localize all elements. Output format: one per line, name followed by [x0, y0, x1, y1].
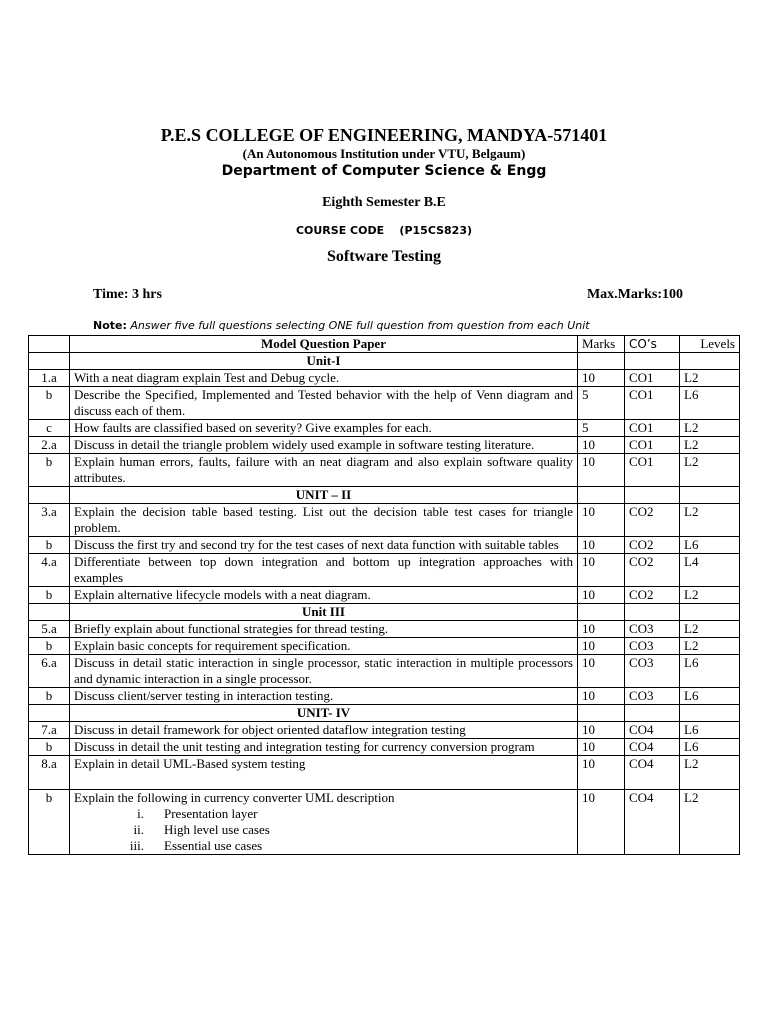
- q-level: L2: [680, 420, 740, 437]
- q-text: Briefly explain about functional strategies for thread testing.: [70, 621, 578, 638]
- q-marks: 5: [578, 420, 625, 437]
- q-marks: 10: [578, 504, 625, 537]
- q-number: b: [29, 537, 70, 554]
- table-row: [29, 437, 740, 454]
- table-row: [29, 739, 740, 756]
- unit-row: [29, 705, 740, 722]
- q-co: CO1: [625, 370, 680, 387]
- q-text: With a neat diagram explain Test and Debug cycle.: [70, 370, 578, 387]
- sub-item: [74, 838, 573, 854]
- unit-row: [29, 353, 740, 370]
- q-number: 3.a: [29, 504, 70, 537]
- sub-numeral: i.: [137, 806, 144, 821]
- q-number: 7.a: [29, 722, 70, 739]
- q-co: CO4: [625, 739, 680, 756]
- q-text: Discuss in detail the unit testing and integration testing for currency conversion program: [70, 739, 578, 756]
- q-level: L2: [680, 756, 740, 790]
- table-row: [29, 420, 740, 437]
- q-level: L2: [680, 370, 740, 387]
- q-co: CO1: [625, 437, 680, 454]
- col-levels: Levels: [680, 336, 740, 353]
- sub-text: High level use cases: [164, 822, 270, 837]
- table-header-row: [29, 336, 740, 353]
- q-level: L2: [680, 587, 740, 604]
- q-text: Explain in detail UML-Based system testing: [70, 756, 578, 790]
- table-row: [29, 756, 740, 790]
- table-row: [29, 638, 740, 655]
- instruction-note: [93, 319, 590, 332]
- q-text: Discuss in detail framework for object oriented dataflow integration testing: [70, 722, 578, 739]
- q-marks: 10: [578, 655, 625, 688]
- q-number: b: [29, 638, 70, 655]
- q-level: L6: [680, 722, 740, 739]
- q-marks: 10: [578, 722, 625, 739]
- table-row: [29, 621, 740, 638]
- q-co: CO3: [625, 655, 680, 688]
- q-level: L6: [680, 537, 740, 554]
- q-text: How faults are classified based on severity? Give examples for each.: [70, 420, 578, 437]
- table-row: [29, 454, 740, 487]
- sub-numeral: iii.: [129, 838, 144, 853]
- q-text: Explain human errors, faults, failure with an neat diagram and also explain software quality attributes.: [70, 454, 578, 487]
- q-number: 8.a: [29, 756, 70, 790]
- q-co: CO3: [625, 638, 680, 655]
- q-marks: 10: [578, 756, 625, 790]
- q-co: CO2: [625, 587, 680, 604]
- q-marks: 10: [578, 688, 625, 705]
- q-co: CO1: [625, 387, 680, 420]
- q-marks: 10: [578, 537, 625, 554]
- sub-numeral: ii.: [133, 822, 144, 837]
- q-level: L4: [680, 554, 740, 587]
- q-number: b: [29, 454, 70, 487]
- sub-text: Presentation layer: [164, 806, 258, 821]
- q-level: L2: [680, 638, 740, 655]
- unit-title: UNIT – II: [70, 487, 578, 504]
- q-text: Discuss in detail static interaction in single processor, static interaction in multiple processors and dynamic interaction in a single processor.: [70, 655, 578, 688]
- q-number: b: [29, 387, 70, 420]
- q-text-block: [70, 790, 578, 855]
- col-cos: CO’s: [625, 336, 680, 353]
- q-text: Discuss client/server testing in interaction testing.: [70, 688, 578, 705]
- q-level: L2: [680, 437, 740, 454]
- question-table: [28, 335, 740, 855]
- q-text: Discuss in detail the triangle problem widely used example in software testing literature.: [70, 437, 578, 454]
- q-number: b: [29, 739, 70, 756]
- q-marks: 10: [578, 554, 625, 587]
- note-label: Note:: [93, 319, 127, 332]
- unit-title: Unit-I: [70, 353, 578, 370]
- unit-title: Unit III: [70, 604, 578, 621]
- note-text: Answer five full questions selecting ONE full question from question from each Unit: [130, 319, 590, 332]
- q-text: Explain the following in currency converter UML description: [74, 790, 395, 805]
- q-co: CO4: [625, 790, 680, 855]
- unit-row: [29, 487, 740, 504]
- q-marks: 10: [578, 638, 625, 655]
- q-number: 2.a: [29, 437, 70, 454]
- table-title: Model Question Paper: [70, 336, 578, 353]
- q-level: L2: [680, 454, 740, 487]
- q-marks: 10: [578, 739, 625, 756]
- q-text: Describe the Specified, Implemented and Tested behavior with the help of Venn diagram and discuss each of them.: [70, 387, 578, 420]
- table-row: [29, 387, 740, 420]
- q-co: CO4: [625, 722, 680, 739]
- q-co: CO1: [625, 454, 680, 487]
- q-text: Explain the decision table based testing. List out the decision table test cases for triangle problem.: [70, 504, 578, 537]
- table-row: [29, 554, 740, 587]
- q-text: Explain basic concepts for requirement specification.: [70, 638, 578, 655]
- q-level: L6: [680, 739, 740, 756]
- table-row: [29, 790, 740, 855]
- table-row: [29, 655, 740, 688]
- department-name: Department of Computer Science & Engg: [221, 163, 547, 179]
- q-number: b: [29, 587, 70, 604]
- autonomous-line: (An Autonomous Institution under VTU, Belgaum): [242, 146, 526, 161]
- table-row: [29, 587, 740, 604]
- q-number: 6.a: [29, 655, 70, 688]
- table-row: [29, 537, 740, 554]
- max-marks: Max.Marks:100: [586, 287, 683, 302]
- unit-title: UNIT- IV: [70, 705, 578, 722]
- table-row: [29, 370, 740, 387]
- q-number: b: [29, 688, 70, 705]
- subject-title: Software Testing: [327, 248, 441, 265]
- exam-time: Time: 3 hrs: [93, 287, 162, 302]
- q-level: L6: [680, 655, 740, 688]
- q-marks: 10: [578, 370, 625, 387]
- col-marks: Marks: [578, 336, 625, 353]
- q-marks: 10: [578, 621, 625, 638]
- q-level: L2: [680, 621, 740, 638]
- q-level: L6: [680, 688, 740, 705]
- q-level: L6: [680, 387, 740, 420]
- q-marks: 10: [578, 454, 625, 487]
- q-level: L2: [680, 790, 740, 855]
- table-row: [29, 688, 740, 705]
- q-co: CO3: [625, 621, 680, 638]
- q-marks: 10: [578, 437, 625, 454]
- q-marks: 10: [578, 790, 625, 855]
- course-code: COURSE CODE (P15CS823): [295, 224, 473, 237]
- q-marks: 5: [578, 387, 625, 420]
- q-text: Differentiate between top down integration and bottom up integration approaches with examples: [70, 554, 578, 587]
- sub-text: Essential use cases: [164, 838, 263, 853]
- q-co: CO2: [625, 537, 680, 554]
- sub-item: [74, 822, 573, 838]
- unit-row: [29, 604, 740, 621]
- college-name: P.E.S COLLEGE OF ENGINEERING, MANDYA-571401: [160, 125, 608, 145]
- q-number: 4.a: [29, 554, 70, 587]
- sub-item: [74, 806, 573, 822]
- q-number: 5.a: [29, 621, 70, 638]
- q-co: CO3: [625, 688, 680, 705]
- q-text: Discuss the first try and second try for the test cases of next data function with suitable tables: [70, 537, 578, 554]
- q-number: b: [29, 790, 70, 855]
- semester: Eighth Semester B.E: [322, 195, 446, 210]
- q-number: 1.a: [29, 370, 70, 387]
- q-marks: 10: [578, 587, 625, 604]
- q-co: CO2: [625, 554, 680, 587]
- q-co: CO2: [625, 504, 680, 537]
- table-row: [29, 722, 740, 739]
- q-co: CO4: [625, 756, 680, 790]
- q-co: CO1: [625, 420, 680, 437]
- table-row: [29, 504, 740, 537]
- q-number: c: [29, 420, 70, 437]
- q-text: Explain alternative lifecycle models with a neat diagram.: [70, 587, 578, 604]
- q-level: L2: [680, 504, 740, 537]
